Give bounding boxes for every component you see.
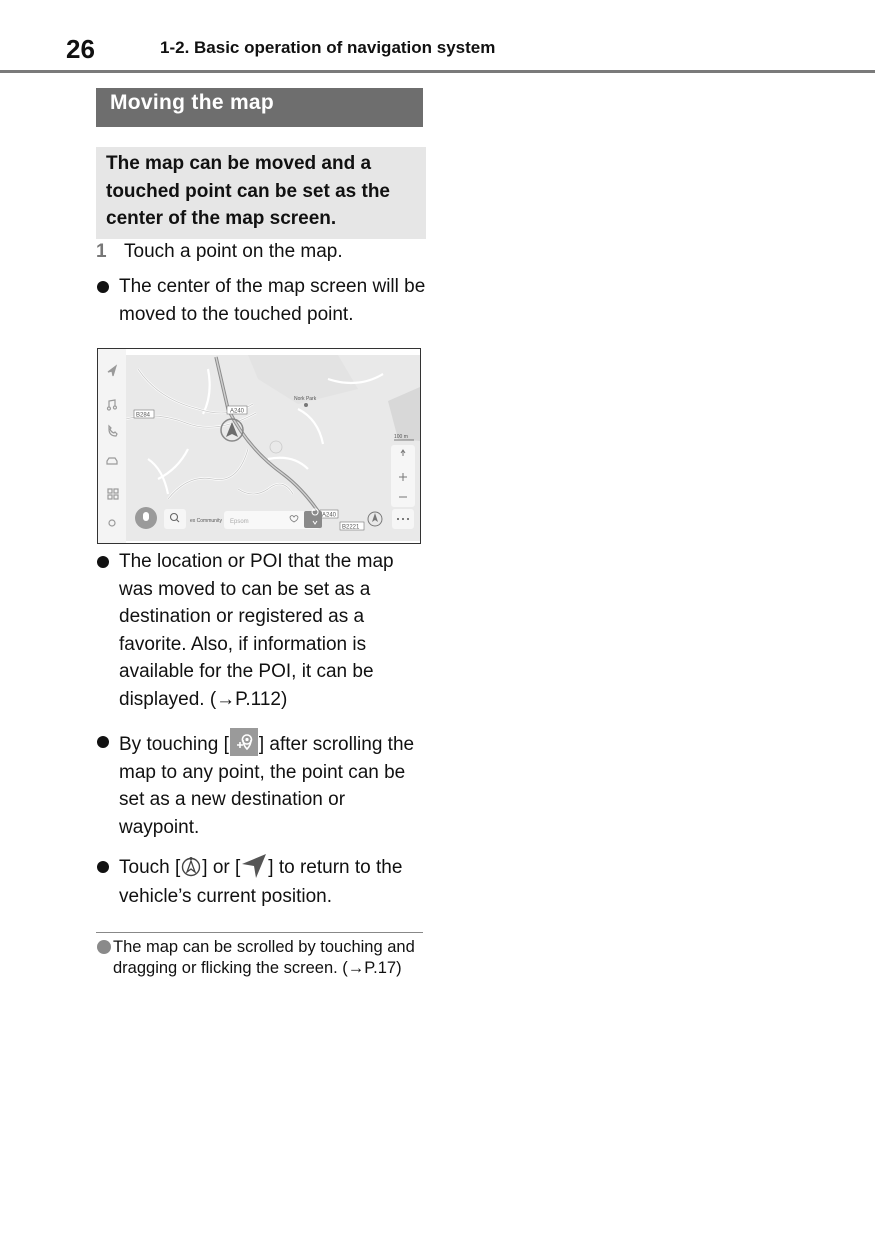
step-1 xyxy=(96,238,426,266)
road-label-b284: B284 xyxy=(136,412,151,419)
bullet-return-position xyxy=(96,853,426,911)
bullet-dot xyxy=(97,556,109,568)
bullet-text-part3: ] to return to the vehicle’s current position. xyxy=(119,857,403,907)
bullet-dot xyxy=(97,281,109,293)
bullet-text: The center of the map screen will be moved to the touched point. xyxy=(119,276,426,325)
running-header: 1-2. Basic operation of navigation system xyxy=(160,38,496,57)
step-text: Touch a point on the map. xyxy=(124,241,343,262)
summary-box: The map can be moved and a touched point can be set as the center of the map screen. xyxy=(96,147,426,239)
bullet-set-destination xyxy=(96,728,426,841)
map-screen-svg xyxy=(98,349,420,543)
bullet-center-moved xyxy=(96,273,426,328)
microphone-icon xyxy=(143,512,149,521)
road-label-b2221: B2221 xyxy=(342,524,360,531)
tip-note xyxy=(96,937,423,979)
scale-label: 100 m xyxy=(394,434,408,440)
community-label: ex Community xyxy=(190,518,222,524)
header-divider xyxy=(0,70,875,73)
compass-icon xyxy=(180,855,202,883)
navigation-arrow-icon xyxy=(240,853,268,881)
bullet-dot xyxy=(97,736,109,748)
search-placeholder: Epsom xyxy=(230,519,249,525)
search-button[interactable] xyxy=(164,509,186,529)
bullet-poi-options xyxy=(96,548,426,713)
bullet-text-after: ] after scrolling the map to any point, the point can be set as a new destination or waypoint. xyxy=(119,734,415,838)
bullet-dot xyxy=(97,861,109,873)
section-title: Moving the map xyxy=(96,88,423,127)
poi-marker xyxy=(304,403,308,407)
map-pin-plus-icon xyxy=(229,728,259,756)
tip-divider xyxy=(96,932,423,933)
map-screen-illustration xyxy=(97,348,421,544)
road-label-a240: A240 xyxy=(230,408,245,415)
tip-bullet xyxy=(97,940,111,954)
bullet-text-part1: Touch [ xyxy=(119,857,181,878)
poi-label: Nork Park xyxy=(294,396,317,402)
page-number: 26 xyxy=(66,34,95,64)
bullet-text-part2: ] or [ xyxy=(202,857,241,878)
road-label-a240-lower: A240 xyxy=(322,512,337,519)
bullet-text: The location or POI that the map was moved to can be set as a destination or registered as a favorite. Also, if information is available for the POI, it can be displayed. (→P.112) xyxy=(119,551,394,710)
step-number: 1 xyxy=(96,241,107,262)
sidebar xyxy=(98,349,126,543)
tip-text: The map can be scrolled by touching and dragging or flicking the screen. (→P.17) xyxy=(113,938,415,977)
bullet-text-before: By touching [ xyxy=(119,734,229,755)
